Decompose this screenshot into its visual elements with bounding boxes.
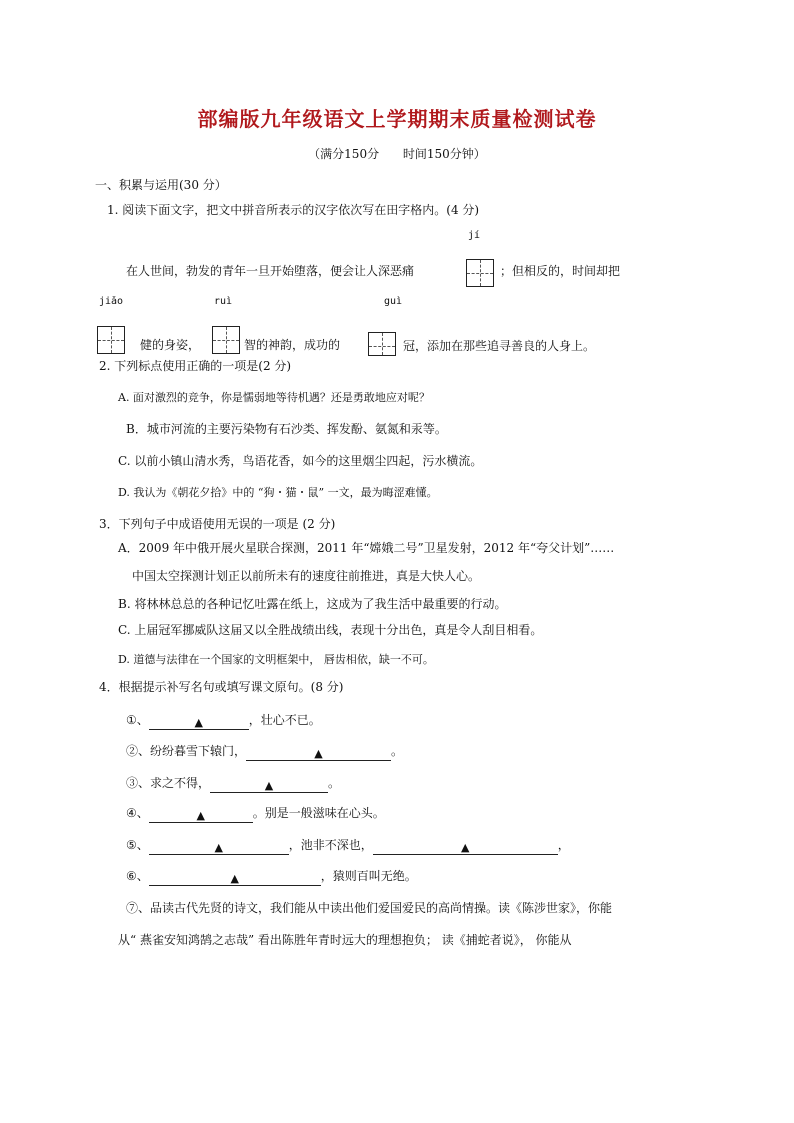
fill-item-7-line1: ⑦、品读古代先贤的诗文，我们能从中读出他们爱国爱民的高尚情操。读《陈涉世家》，你能: [126, 901, 613, 915]
fill-item-6: ⑥、 ▲ ，猿则百叫无绝。: [126, 869, 417, 885]
fill-item-5: ⑤、 ▲ ，池非不深也， ▲ ，: [126, 838, 570, 854]
triangle-icon: ▲: [194, 716, 203, 729]
section-heading: 一、积累与运用(30 分）: [95, 178, 227, 192]
full-score: （满分150分: [308, 147, 380, 161]
pinyin-ji: jí: [468, 230, 481, 241]
q3-option-c: C. 上届冠军挪威队这届又以全胜战绩出线，表现十分出色，真是令人刮目相看。: [118, 623, 543, 637]
q4-stem: 4．根据提示补写名句或填写课文原句。(8 分): [99, 680, 344, 694]
answer-grid-box-3[interactable]: [212, 326, 240, 354]
triangle-icon: ▲: [264, 779, 274, 792]
q2-option-c: C. 以前小镇山清水秀，鸟语花香，如今的这里烟尘四起，污水横流。: [118, 454, 483, 468]
triangle-icon: ▲: [461, 841, 470, 854]
fill-item-1: ①、 ▲ ，壮心不已。: [126, 713, 321, 729]
q3-option-b: B. 将林林总总的各种记忆吐露在纸上，这成为了我生活中最重要的行动。: [118, 597, 507, 611]
answer-grid-box-2[interactable]: [97, 326, 125, 354]
fill-item-3: ③、求之不得， ▲ 。: [126, 776, 341, 792]
exam-title: 部编版九年级语文上学期期末质量检测试卷: [197, 107, 597, 131]
exam-time: 时间150分钟）: [402, 147, 486, 161]
q3-option-a-line1: A．2009 年中俄开展火星联合探测，2011 年“嫦娥二号”卫星发射，2012 年“夸父计划”……: [118, 541, 615, 555]
q3-option-a-line2: 中国太空探测计划正以前所未有的速度往前推进，真是大快人心。: [132, 569, 481, 583]
blank-5a[interactable]: [149, 840, 289, 855]
q2-stem: 2. 下列标点使用正确的一项是(2 分): [99, 359, 292, 373]
pinyin-rui: ruì: [214, 296, 233, 307]
blank-6[interactable]: [149, 871, 321, 886]
fill-item-2: ②、纷纷暮雪下辕门， ▲ 。: [126, 744, 404, 760]
q1-line1-start: 在人世间，勃发的青年一旦开始堕落，便会让人深恶痛: [126, 264, 415, 278]
q1-line2-part2: 智的神韵，成功的: [244, 338, 341, 352]
q1-line2-part1: 健的身姿，: [140, 338, 201, 352]
q1-line1-end: ；但相反的，时间却把: [500, 264, 621, 278]
exam-subtitle: [0, 145, 794, 162]
pinyin-gui: guì: [384, 296, 403, 307]
q2-option-d: D. 我认为《朝花夕拾》中的 “狗・猫・鼠” 一文，最为晦涩难懂。: [118, 486, 438, 499]
blank-3[interactable]: [210, 778, 328, 793]
blank-5b[interactable]: [373, 840, 558, 855]
triangle-icon: ▲: [314, 747, 323, 760]
fill-item-7-line2: 从“ 燕雀安知鸿鹄之志哉” 看出陈胜年青时远大的理想抱负； 读《捕蛇者说》， 你能从: [118, 933, 572, 947]
answer-grid-box-4[interactable]: [368, 332, 396, 356]
blank-2[interactable]: [246, 746, 391, 761]
q1-stem: 1. 阅读下面文字，把文中拼音所表示的汉字依次写在田字格内。(4 分): [107, 203, 480, 217]
q3-stem: 3．下列句子中成语使用无误的一项是 (2 分): [99, 517, 336, 531]
pinyin-jiao: jiǎo: [99, 296, 124, 307]
triangle-icon: ▲: [214, 841, 223, 854]
fill-item-4: ④、 ▲ 。别是一般滋味在心头。: [126, 806, 385, 822]
q1-line2-part3: 冠，添加在那些追寻善良的人身上。: [403, 339, 596, 353]
blank-1[interactable]: [149, 715, 249, 730]
blank-4[interactable]: [149, 808, 253, 823]
q2-option-a: A. 面对激烈的竞争，你是懦弱地等待机遇？还是勇敢地应对呢？: [118, 391, 430, 404]
q2-option-b: B．城市河流的主要污染物有石沙类、挥发酚、氨氮和汞等。: [126, 422, 447, 436]
answer-grid-box-1[interactable]: [466, 259, 494, 287]
q3-option-d: D. 道德与法律在一个国家的文明框架中， 唇齿相依，缺一不可。: [118, 653, 434, 666]
triangle-icon: ▲: [196, 809, 205, 822]
triangle-icon: ▲: [230, 872, 239, 885]
